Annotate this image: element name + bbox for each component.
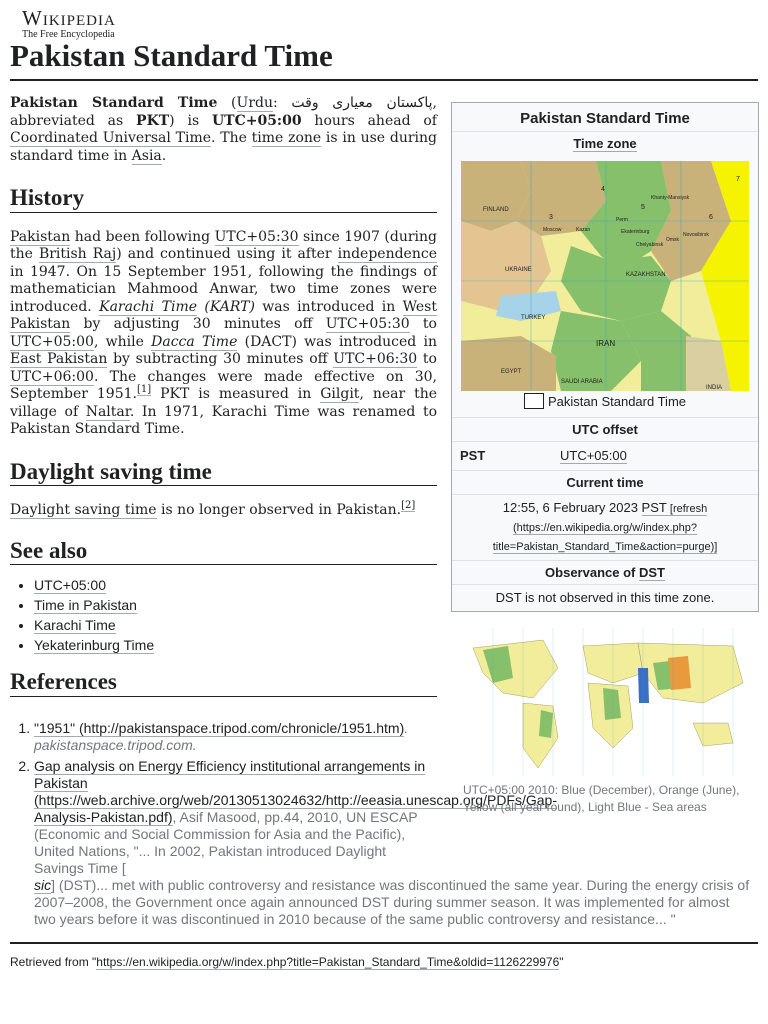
history-text: had been following <box>70 228 215 245</box>
permanent-link[interactable]: https://en.wikipedia.org/w/index.php?title=Pakistan_Standard_Time&oldid=1126229976 <box>96 955 560 969</box>
intro-paragraph <box>10 95 437 165</box>
history-text: to <box>417 351 437 367</box>
see-also-link-time-in-pakistan[interactable]: Time in Pakistan <box>34 597 137 613</box>
map-zone-5: 5 <box>641 204 645 211</box>
time-zone-header-link[interactable]: Time zone <box>573 136 637 151</box>
british-raj-link[interactable]: British Raj <box>38 246 117 262</box>
pst-link[interactable]: PST <box>641 500 667 515</box>
map-label-finland: FINLAND <box>483 207 509 213</box>
karachi-time-link[interactable]: Karachi Time <box>99 298 198 315</box>
world-orange-zone <box>668 656 691 690</box>
see-also-list <box>10 575 437 655</box>
history-text: , near the village of <box>10 386 438 420</box>
intro-text: ) is <box>169 112 212 129</box>
see-also-link-karachi-time[interactable]: Karachi Time <box>34 617 116 633</box>
gilgit-link[interactable]: Gilgit <box>320 386 360 402</box>
intro-text: hours ahead of <box>301 112 437 129</box>
intro-text: . The <box>211 130 252 146</box>
title-divider <box>10 79 758 81</box>
history-text: by subtracting 30 minutes off <box>107 351 334 367</box>
map-label-india: INDIA <box>706 385 723 391</box>
map-zone-7: 7 <box>736 176 740 183</box>
history-paragraph <box>10 229 437 439</box>
pakistan-link[interactable]: Pakistan <box>10 228 71 245</box>
legend-swatch <box>524 393 544 409</box>
history-text: in 1947. On 15 September 1951, following the findings of mathematician Mahmood Anwar, two time zones were introduced. <box>10 263 437 315</box>
map-zone-6: 6 <box>709 214 713 221</box>
map-zone-3: 3 <box>549 214 553 221</box>
time-zone-map[interactable] <box>461 161 749 391</box>
dst-observance-header <box>452 560 758 584</box>
intro-text: is in use during standard time in <box>10 130 437 164</box>
intro-text: , abbreviated as <box>10 95 437 129</box>
references-heading: References <box>10 673 437 697</box>
utc0630-link[interactable]: UTC+06:30 <box>333 351 418 367</box>
dacca-time-link[interactable]: Dacca Time <box>151 333 238 350</box>
see-also-link-utc0500[interactable]: UTC+05:00 <box>34 577 106 593</box>
reference-2-text: , Asif Masood, pp.44, 2010, UN ESCAP (Economic and Social Commission for Asia and the Pacific), United Nations, "... In 2002, Pakistan introduced Daylight Savings Time [ <box>34 809 418 876</box>
map-label-chelyabinsk: Chelyabinsk <box>636 242 664 248</box>
list-item <box>34 595 437 615</box>
map-label-ukraine: UKRAINE <box>505 267 532 273</box>
map-label-kazakhstan: KAZAKHSTAN <box>626 272 666 278</box>
retrieved-suffix: " <box>559 955 564 969</box>
offset-key: PST <box>460 448 486 463</box>
history-text: ) and continued using it after <box>116 246 338 262</box>
history-text: . In 1971, Karachi Time was renamed to Pakistan Standard Time. <box>10 403 437 437</box>
history-text: to <box>409 316 437 332</box>
dst-text: is no longer observed in Pakistan. <box>156 502 402 518</box>
map-label-ekaterinburg: Ekaterinburg <box>621 229 650 235</box>
history-section <box>10 185 438 439</box>
citation-2-link[interactable]: [2] <box>401 500 416 512</box>
abbr: PKT <box>136 112 170 129</box>
reference-2-link[interactable]: Gap analysis on Energy Efficiency institutional arrangements in Pakistan (https://web.archive.org/web/20130513024632/http://eeasia.unescap.org/PDFs/Gap-Analysis-Pakistan.pdf) <box>34 758 557 825</box>
urdu-link[interactable]: Urdu <box>236 95 274 111</box>
map-label-perm: Perm <box>616 217 628 223</box>
utc0530-link[interactable]: UTC+05:30 <box>214 228 299 245</box>
references-section <box>10 669 437 697</box>
logo-wordmark: Wikipedia <box>22 6 116 30</box>
utc-offset-row <box>452 441 758 470</box>
reference-1-source: . pakistanspace.tripod.com. <box>34 720 409 753</box>
offset-bold: UTC+05:00 <box>211 112 302 129</box>
independence-link[interactable]: independence <box>337 246 437 262</box>
history-text: by adjusting 30 minutes off <box>70 316 326 332</box>
map-legend <box>452 393 758 409</box>
current-time-header: Current time <box>452 470 758 494</box>
list-item <box>34 615 437 635</box>
retrieved-from <box>10 955 564 969</box>
history-text: since 1907 (during the <box>10 228 438 262</box>
legend-label: Pakistan Standard Time <box>547 393 687 409</box>
list-item <box>34 575 437 595</box>
urdu-text: : پاکستان معیاری وقت <box>273 95 433 111</box>
reference-1-link[interactable]: "1951" (http://pakistanspace.tripod.com/chronicle/1951.htm) <box>34 720 405 736</box>
dst-paragraph <box>10 502 437 520</box>
map-label-khanty: Khanty-Mansiysk <box>651 195 690 201</box>
intro-bold-name: Pakistan Standard Time <box>10 95 218 111</box>
map-label-novosibirsk: Novosibirsk <box>683 232 709 238</box>
dst-link[interactable]: Daylight saving time <box>10 502 157 518</box>
reference-2-quote: ] (DST)... met with public controversy and resistance was discontinued the same year. During the energy crisis of 2007–2008, the Government once again announced DST during summer season. It was implemented for almost two years before it was discontinued in 2010 because of the same public controversy and resistance... " <box>34 877 750 927</box>
history-text: was introduced in <box>254 298 403 315</box>
dst-observance-text: DST is not observed in this time zone. <box>452 584 758 610</box>
dst-observance-label: Observance of <box>545 565 639 580</box>
footer-divider <box>10 942 758 944</box>
map-label-iran: IRAN <box>596 339 616 348</box>
map-label-turkey: TURKEY <box>521 315 546 321</box>
utc0530-link[interactable]: UTC+05:30 <box>325 316 410 332</box>
wikipedia-logo[interactable] <box>22 6 116 40</box>
infobox-title: Pakistan Standard Time <box>520 110 690 127</box>
history-heading: History <box>10 189 437 213</box>
history-text: PKT is measured in <box>151 386 321 402</box>
list-item <box>34 635 437 655</box>
figure-caption: UTC+05:00 2010: Blue (December), Orange (June), Yellow (all year round), Light Blue - Sea areas <box>463 783 740 814</box>
page-title: Pakistan Standard Time <box>10 38 333 73</box>
map-label-moscow: Moscow <box>543 227 562 233</box>
see-also-heading: See also <box>10 542 437 566</box>
map-label-egypt: EGYPT <box>501 369 522 375</box>
see-also-link-yekaterinburg[interactable]: Yekaterinburg Time <box>34 637 155 653</box>
east-pakistan-link[interactable]: East Pakistan <box>10 351 108 367</box>
history-text: . The changes were made effective on 30, September 1951. <box>10 368 437 402</box>
intro-text: ( <box>217 95 237 111</box>
naltar-link[interactable]: Naltar <box>85 403 130 420</box>
infobox-timezone-header <box>452 131 758 155</box>
world-time-zone-map[interactable] <box>463 628 753 776</box>
asia-link[interactable]: Asia <box>131 147 162 164</box>
retrieved-prefix: Retrieved from " <box>10 955 97 969</box>
see-also-section <box>10 537 437 656</box>
logo-tagline: The Free Encyclopedia <box>22 29 115 40</box>
history-text: (DACT) was introduced in <box>237 333 437 350</box>
map-zone-4: 4 <box>601 186 605 193</box>
current-time-row <box>452 494 758 560</box>
utc0500-link[interactable]: UTC+05:00 <box>10 333 94 350</box>
refresh-link[interactable]: [refresh (https://en.wikipedia.org/w/index.php?title=Pakistan_Standard_Time&action=purge)] <box>492 503 718 553</box>
map-label-saudi: SAUDI ARABIA <box>561 379 603 385</box>
article-body <box>10 95 437 697</box>
kart-abbr: (KART) <box>197 298 255 315</box>
world-map-figure <box>463 628 755 816</box>
dst-heading: Daylight saving time <box>10 463 437 487</box>
map-label-kazan: Kazan <box>576 227 591 233</box>
citation-1-link[interactable]: [1] <box>136 384 152 396</box>
infobox <box>451 102 759 612</box>
history-text: , while <box>93 333 152 350</box>
sic-link[interactable]: sic <box>34 877 52 893</box>
utc-link[interactable]: Coordinated Universal Time <box>10 130 212 146</box>
west-pakistan-link[interactable]: West Pakistan <box>10 298 437 332</box>
map-label-omsk: Omsk <box>666 237 680 243</box>
intro-text: . <box>161 147 167 164</box>
offset-value-link[interactable]: UTC+05:00 <box>560 448 627 463</box>
dst-section <box>10 458 437 520</box>
world-blue-zone <box>638 668 649 703</box>
utc0600-link[interactable]: UTC+06:00 <box>10 368 94 385</box>
utc-offset-header: UTC offset <box>452 417 758 441</box>
dst-header-link[interactable]: DST <box>638 565 665 580</box>
current-time-value: 12:55, 6 February 2023 <box>502 500 642 515</box>
time-zone-link[interactable]: time zone <box>251 130 322 146</box>
